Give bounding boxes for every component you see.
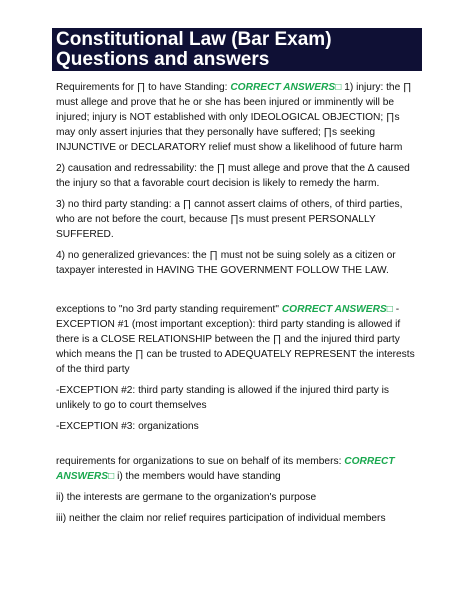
- standing-question: Requirements for ∏ to have Standing:: [56, 82, 231, 93]
- standing-answer-4: 4) no generalized grievances: the ∏ must not be suing solely as a citizen or taxpayer interested in HAVING THE GOVERNMENT FOLLOW THE LAW.: [56, 250, 396, 276]
- document-body: [56, 80, 421, 532]
- title-banner: [52, 28, 422, 71]
- section-spacer: [56, 284, 421, 302]
- exceptions-answer-3: -EXCEPTION #3: organizations: [56, 421, 199, 432]
- standing-answer-2: 2) causation and redressability: the ∏ must allege and prove that the ∆ caused the injury so that a favorable court decision is likely to remedy the harm.: [56, 163, 410, 189]
- section-spacer: [56, 440, 421, 454]
- standing-answer-3: 3) no third party standing: a ∏ cannot assert claims of others, of third parties, who are not before the court, because ∏s must present PERSONALLY SUFFERED.: [56, 199, 403, 240]
- exceptions-question: exceptions to "no 3rd party standing requirement": [56, 304, 282, 315]
- correct-answers-label: CORRECT ANSWERS: [56, 456, 395, 482]
- correct-answers-label: CORRECT ANSWERS: [281, 304, 387, 315]
- organizations-qa-block: [56, 454, 421, 484]
- organizations-answer-1: i) the members would have standing: [114, 471, 281, 482]
- missing-glyph-icon: □: [335, 82, 342, 93]
- exceptions-answer-1: - EXCEPTION #1 (most important exception): third party standing is allowed if there is a CLOSE RELATIONSHIP between the ∏ and the injured third party which means the ∏ can be trusted to ADEQUATELY REPRESENT the interests of the third party: [56, 304, 415, 375]
- exceptions-answer-2: -EXCEPTION #2: third party standing is allowed if the injured third party is unlikely to go to court themselves: [56, 385, 389, 411]
- missing-glyph-icon: □: [108, 471, 115, 482]
- correct-answers-label: CORRECT ANSWERS: [230, 82, 336, 93]
- exceptions-qa-block: [56, 302, 421, 377]
- organizations-question: requirements for organizations to sue on behalf of its members:: [56, 456, 345, 467]
- page-title-line-2: Questions and answers: [56, 49, 270, 70]
- missing-glyph-icon: □: [386, 304, 393, 315]
- organizations-answer-2: ii) the interests are germane to the organization's purpose: [56, 492, 317, 503]
- page-title-line-1: Constitutional Law (Bar Exam): [56, 29, 332, 50]
- organizations-answer-3: iii) neither the claim nor relief requires participation of individual members: [56, 513, 386, 524]
- standing-qa-block: [56, 80, 421, 155]
- standing-answer-1: 1) injury: the ∏ must allege and prove that he or she has been injured or imminently will be injured; injury is NOT established with only IDEOLOGICAL OBJECTION; ∏s may only assert injuries that they personally have suffered; ∏s seeking INJUNCTIVE or DECLARATORY relief must show a likelihood of future harm: [56, 82, 412, 153]
